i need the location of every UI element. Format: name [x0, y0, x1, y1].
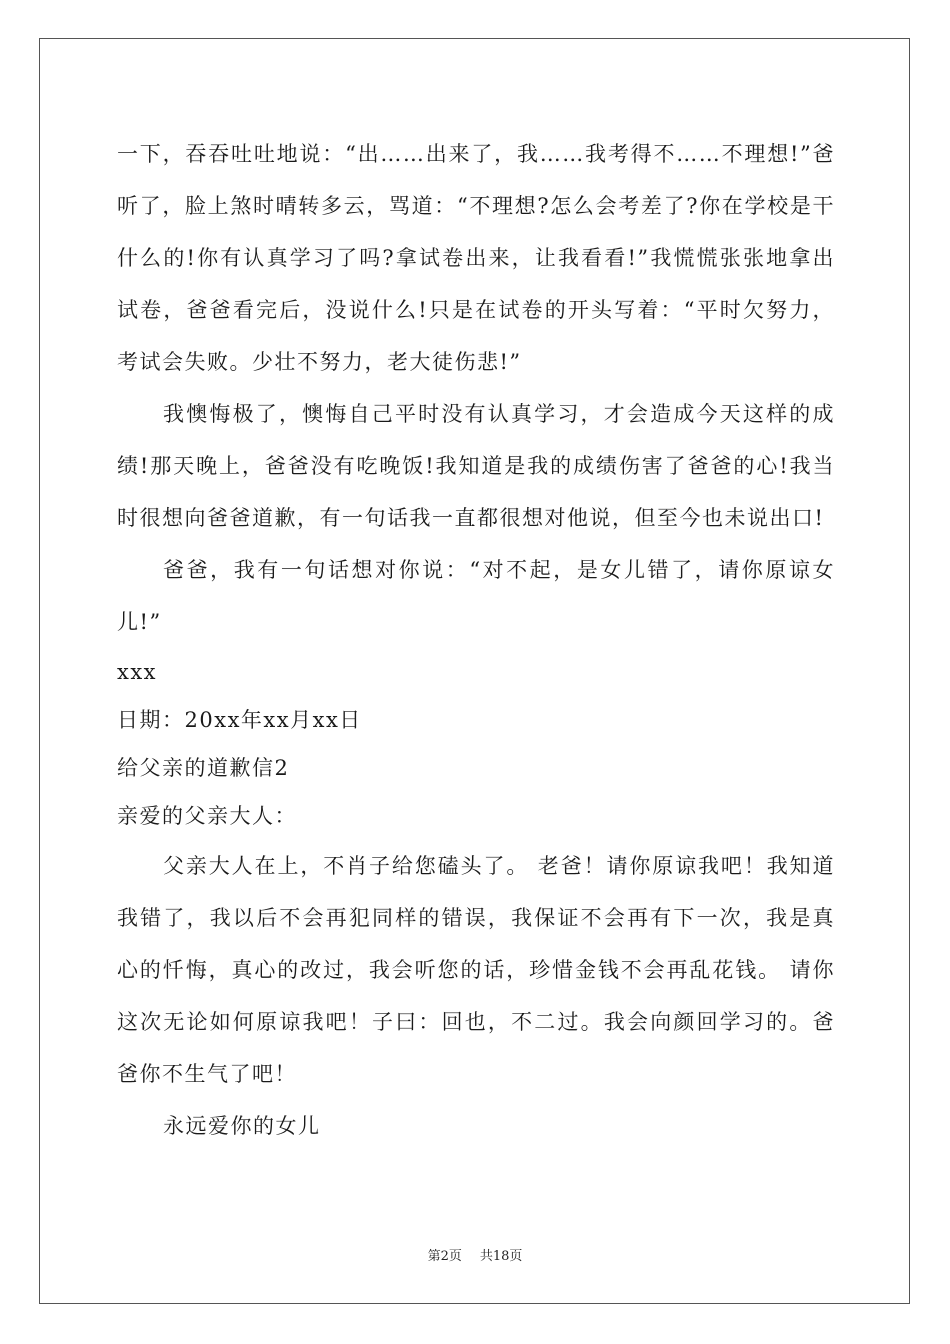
paragraph-2: 我懊悔极了，懊悔自己平时没有认真学习，才会造成今天这样的成绩!那天晚上，爸爸没有吃晚饭!我知道是我的成绩伤害了爸爸的心!我当时很想向爸爸道歉，有一句话我一直都很想对他说，但至今也未说出口! — [117, 402, 835, 530]
page-total: 共18页 — [479, 1249, 523, 1264]
signature: xxx — [117, 660, 158, 684]
paragraph-1: 一下，吞吞吐吐地说：“出……出来了，我……我考得不……不理想!”爸听了，脸上煞时晴转多云，骂道：“不理想?怎么会考差了?你在学校是干什么的!你有认真学习了吗?拿试卷出来，让我看看!”我慌慌张张地拿出试卷，爸爸看完后，没说什么!只是在试卷的开头写着：“平时欠努力，考试会失败。少壮不努力，老大徒伤悲!” — [117, 142, 835, 374]
page-footer — [0, 1245, 950, 1264]
page-number: 第2页 — [427, 1249, 462, 1264]
salutation: 亲爱的父亲大人： — [117, 804, 297, 828]
letter-title: 给父亲的道歉信2 — [117, 756, 290, 780]
document-body — [117, 128, 835, 1152]
closing-line: 永远爱你的女儿 — [163, 1114, 321, 1138]
paragraph-4: 父亲大人在上，不肖子给您磕头了。 老爸！请你原谅我吧！我知道我错了，我以后不会再犯同样的错误，我保证不会再有下一次，我是真心的忏悔，真心的改过，我会听您的话，珍惜金钱不会再乱花钱。 请你这次无论如何原谅我吧！子曰：回也，不二过。我会向颜回学习的。爸爸你不生气了吧！ — [117, 854, 835, 1086]
date-line: 日期：20xx年xx月xx日 — [117, 708, 362, 732]
paragraph-3: 爸爸，我有一句话想对你说：“对不起，是女儿错了，请你原谅女儿!” — [117, 558, 835, 634]
